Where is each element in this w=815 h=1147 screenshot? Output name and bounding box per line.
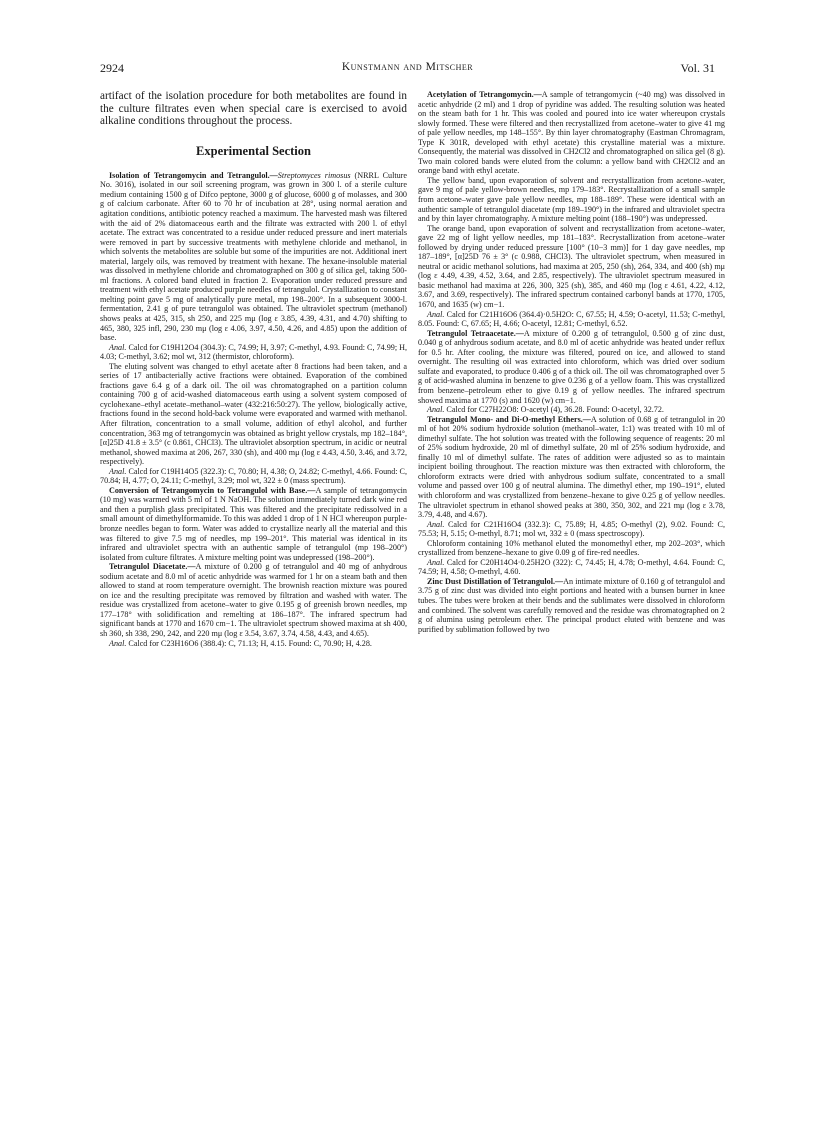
anal-label: Anal. — [109, 342, 127, 352]
paragraph-text: Calcd for C19H12O4 (304.3): C, 74.99; H, 3.97; C-methyl, 4.93. Found: C, 74.99; H, 4.03; C-methyl, 3.62; mol wt, 312 (thermistor, chloroform). — [100, 342, 408, 362]
paragraph-text: Calcd for C23H16O6 (388.4): C, 71.13; H, 4.15. Found: C, 70.90; H, 4.28. — [128, 638, 372, 648]
paragraph-analysis — [418, 520, 725, 539]
paragraph-analysis — [100, 467, 407, 486]
paragraph-heading: Tetrangulol Mono- and Di-O-methyl Ethers.— — [427, 414, 591, 424]
paragraph-isolation — [100, 171, 407, 343]
paragraph-chloroform: Chloroform containing 10% methanol eluted the monomethyl ether, mp 202–203°, which crystallized from benzene–hexane to give 0.09 g of fire-red needles. — [418, 538, 725, 558]
paragraph-heading: Tetrangulol Diacetate.— — [109, 562, 196, 572]
paragraph-orange-band: The orange band, upon evaporation of solvent and recrystallization from acetone–water, gave 22 mg of light yellow needles, mp 181–183°. Recrystallization from acetone–water followed by drying under reduced pressure [100° (10−3 mm)] for 1 day gave needles, mp 187–189°, [α]25D 76 ± 3° (c 0.988, CHCl3). The ultraviolet spectrum, when measured in neutral or acidic methanol solutions, had maxima at 205, 250 (sh), 264, 334, and 400 (sh) mμ (log ε 4.49, 4.39, 4.52, 3.64, and 2.85, respectively). The ultraviolet spectrum measured in basic methanol had maxima at 226, 300, 325 (sh), 385, and 460 mμ (log ε 4.61, 4.22, 4.12, 3.67, and 3.69, respectively). The infrared spectrum contained carbonyl bands at 1770, 1705, 1670, and 1635 (w) cm−1. — [418, 223, 725, 310]
right-column — [418, 90, 725, 634]
paragraph-zinc-dust — [418, 577, 725, 634]
section-title: Experimental Section — [196, 143, 311, 158]
paragraph-eluting: The eluting solvent was changed to ethyl acetate after 8 fractions had been taken, and a series of 17 antibacterially active fractions were obtained. Evaporation of the combined fractions gave 6.4 g of a dark oil. The oil was chromatographed on a partition column containing 700 g of acid-washed diatomaceous earth using a solvent system composed of cyclohexane–ethyl acetate–methanol–water (432:216:50:27). The yellow, biologically active, fractions found in the second hold-back volume were evaporated and warmed with methanol. After filtration, concentration to a small volume, addition of ethyl alcohol, and further concentration, 363 mg of tetrangomycin was obtained as bright yellow crystals, mp 182–184°, [α]25D 41.8 ± 3.5° (c 0.861, CHCl3). The ultraviolet absorption spectrum, in acidic or neutral methanol, showed maxima at 206, 267, 330 (sh), and 400 mμ (log ε 4.43, 4.50, 3.46, and 3.72, respectively). — [100, 361, 407, 467]
paragraph-analysis — [418, 558, 725, 577]
paragraph-analysis — [100, 343, 407, 362]
running-title: Kunstmann and Mitscher — [341, 61, 474, 73]
page-number: 2924 — [100, 61, 124, 75]
paragraph-text: A mixture of 0.200 g of tetrangulol, 0.500 g of zinc dust, 0.040 g of anhydrous sodium acetate, and 8.0 ml of acetic anhydride was heated under reflux for 0.5 hr. After cooling, the mixture was filtered, poured on ice, and allowed to stand overnight. The resulting oil was extracted into chloroform, which was dried over sodium sulfate and evaporated, to produce 0.406 g of a thick oil. The oil was chromatographed over 5 g of acid-washed alumina in benzene to give 0.236 g of a yellow foam. This was crystallized from benzene–petroleum ether to give 0.19 g of yellow needles. The infrared spectrum showed maxima at 1770 (s) and 1620 (w) cm−1. — [418, 328, 725, 405]
left-column — [100, 90, 407, 648]
paragraph-conversion — [100, 486, 407, 562]
paragraph-diacetate — [100, 562, 407, 638]
paragraph-analysis — [418, 405, 725, 415]
organism-name: Streptomyces rimosus — [277, 170, 351, 180]
paragraph-heading: Tetrangulol Tetraacetate.— — [427, 328, 524, 338]
paragraph-text: Calcd for C20H14O4·0.25H2O (322): C, 74.45; H, 4.78; O-methyl, 4.64. Found: C, 74.59; H, 4.58; O-methyl, 4.60. — [418, 557, 726, 577]
paragraph-text: A sample of tetrangomycin (10 mg) was warmed with 5 ml of 1 N NaOH. The solution immediately turned dark wine red and then a purplish glass precipitated. This was filtered and the precipitate redissolved in a small amount of dimethylformamide. To this was added 1 drop of 1 N HCl whereupon purple-bronze needles began to form. Water was added to crystallize nearly all the material and this was filtered to give 7.5 mg of needles, mp 199–201°. This material was identical in its infrared and ultraviolet spectra with an authentic sample of tetrangulol (mp 198–200°) isolated from culture filtrates. A mixture melting point was undepressed (198–200°). — [100, 485, 407, 562]
paragraph-text: Calcd for C19H14O5 (322.3): C, 70.80; H, 4.38; O, 24.82; C-methyl, 4.66. Found: C, 70.84; H, 4.77; O, 24.11; C-methyl, 3.29; mol wt, 322 ± 0 (mass spectrum). — [100, 466, 408, 486]
anal-label: Anal. — [427, 557, 445, 567]
paragraph-methyl-ethers — [418, 415, 725, 520]
paragraph-text: (NRRL Culture No. 3016), isolated in our soil screening program, was grown in 300 l. of a sterile culture medium containing 1500 g of Difco peptone, 3000 g of glucose, 6000 g of molasses, and 300 g of calcium carbonate. After 60 to 70 hr of incubation at 28°, using normal aeration and agitation conditions, antibiotic potency reached a maximum. The harvested mash was filtered with the aid of 2% diatomaceous earth and the filtrate was extracted with 200 l. of ethyl acetate. The extract was concentrated to a residue under reduced pressure and inert materials were removed in part by successive treatments with methylene chloride and methanol, in which solvents the metabolites are soluble but some of the impurities are not. Additional inert material, largely oils, was removed by treatment with hexane. The hexane-insoluble material was dissolved in methylene chloride and chromatographed on 300 g of silica gel, taking 500-ml fractions. A colored band eluted in fraction 2. Evaporation under reduced pressure and treatment with ethyl acetate produced purple needles of tetrangulol. Crystallization to constant melting point gave 5 mg of analytically pure metal, mp 198–200°. In a subsequent 3000-l. fermentation, 2.41 g of pure tetrangulol was obtained. The ultraviolet spectrum (methanol) shows peaks at 425, 315, sh 250, and 225 mμ (log ε 3.85, 4.39, 4.31, and 4.70) shifting to 465, 380, 325 infl, 290, 230 mμ (log ε 4.06, 3.97, 4.50, 4.26, and 4.85) upon the addition of base. — [100, 170, 407, 343]
volume-label: Vol. 31 — [680, 61, 715, 75]
paragraph-heading: Isolation of Tetrangomycin and Tetrangulol.— — [109, 170, 278, 180]
paragraph-text: A mixture of 0.200 g of tetrangulol and 40 mg of anhydrous sodium acetate and 8.0 ml of acetic anhydride was warmed for 1 hr on a steam bath and then allowed to stand at room temperature overnight. The brownish reaction mixture was poured on ice and the resulting precipitate was removed by filtration and washed with water. The residue was crystallized from acetone–water to give 0.195 g of greenish brown needles, mp 177–178° with solidification and remelting at 186–187°. The infrared spectrum had significant bands at 1770 and 1670 cm−1. The ultraviolet spectrum showed maxima at sh 400, sh 360, sh 338, 290, 242, and 220 mμ (log ε 3.54, 3.67, 3.74, 4.58, 4.43, and 4.65). — [100, 562, 408, 639]
paragraph-text: Calcd for C21H16O4 (332.3): C, 75.89; H, 4.85; O-methyl (2), 9.02. Found: C, 75.53; H, 5.15; O-methyl, 8.71; mol wt, 332 ± 0 (mass spectroscopy). — [418, 519, 726, 539]
anal-label: Anal. — [427, 519, 445, 529]
paragraph-analysis — [100, 639, 407, 649]
paragraph-heading: Zinc Dust Distillation of Tetrangulol.— — [427, 576, 564, 586]
paragraph-tetraacetate — [418, 329, 725, 405]
paragraph-text: Calcd for C21H16O6 (364.4)·0.5H2O: C, 67.55; H, 4.59; O-acetyl, 11.53; C-methyl, 8.05. Found: C, 67.65; H, 4.66; O-acetyl, 12.81; C-methyl, 6.52. — [418, 309, 726, 329]
paragraph-heading: Conversion of Tetrangomycin to Tetrangulol with Base.— — [109, 485, 316, 495]
anal-label: Anal. — [427, 405, 445, 415]
paragraph-acetylation — [418, 90, 725, 176]
anal-label: Anal. — [109, 466, 127, 476]
paragraph-text: A solution of 0.68 g of tetrangulol in 20 ml of hot 20% sodium hydroxide solution (methanol–water, 1:1) was treated with 10 ml of dimethyl sulfate. The hot solution was treated with the following sequence of reagents: 20 ml of 25% sodium hydroxide, 20 ml of dimethyl sulfate, 20 ml of 25% sodium hydroxide, and finally 10 ml of dimethyl sulfate. The rates of addition were adjusted so as to maintain incipient boiling throughout. The reaction mixture was then extracted with chloroform, the chloroform extracts were dried with anhydrous sodium sulfate, concentrated to a small volume and passed over 100 g of neutral alumina. The dimethyl ether, mp 190–191°, eluted with chloroform and was crystallized from benzene–hexane to give 0.25 g of yellow needles. The ultraviolet spectrum in ethanol showed peaks at 380, 350, 302, and 221 mμ (log ε 3.78, 3.79, 4.48, and 4.67). — [418, 414, 725, 520]
paragraph-heading: Acetylation of Tetrangomycin.— — [427, 90, 542, 99]
anal-label: Anal. — [109, 638, 127, 648]
paragraph-text: An intimate mixture of 0.160 g of tetrangulol and 3.75 g of zinc dust was divided into eight portions and heated with a bunsen burner in knee tubes. The tubes were broken at their bends and the sublimates were dissolved in chloroform and combined. The solvent was carefully removed and the residue was chromatographed on 2 g of alumina using petroleum ether. The principal product eluted with benzene and was purified by sublimation followed by two — [418, 576, 725, 634]
paragraph-text: A sample of tetrangomycin (~40 mg) was dissolved in acetic anhydride (2 ml) and 1 drop of pyridine was added. The resulting solution was heated on the steam bath for 1 hr. This was cooled and poured into ice water whereupon crystals slowly formed. These were filtered and then recrystallized from acetone–water to give 41 mg of pale yellow needles, mp 148–155°. By thin layer chromatography (Eastman Chromagram, Type K 301R, developed with ethyl acetate) this crystalline material was a mixture. Consequently, the material was dissolved in CH2Cl2 and chromatographed on silica gel (8 g). Two main colored bands were eluted from the column: a yellow band with CH2Cl2 and an orange band with ethyl acetate. — [418, 90, 725, 176]
intro-paragraph: artifact of the isolation procedure for both metabolites are found in the culture filtrates even when special care is exercised to avoid alkaline conditions throughout the process. — [100, 90, 407, 128]
paragraph-yellow-band: The yellow band, upon evaporation of solvent and recrystallization from acetone–water, gave 9 mg of pale yellow-brown needles, mp 179–183°. Recrystallization of a small sample from acetone–water gave pale yellow needles, mp 188–189°. These were identical with an authentic sample of tetrangulol diacetate (mp 189–190°) in the infrared and ultraviolet spectra and by thin layer chromatography. A mixture melting point (188–190°) was undepressed. — [418, 175, 725, 224]
paragraph-text: Calcd for C27H22O8: O-acetyl (4), 36.28. Found: O-acetyl, 32.72. — [446, 405, 664, 415]
paragraph-analysis — [418, 310, 725, 329]
anal-label: Anal. — [427, 309, 445, 319]
